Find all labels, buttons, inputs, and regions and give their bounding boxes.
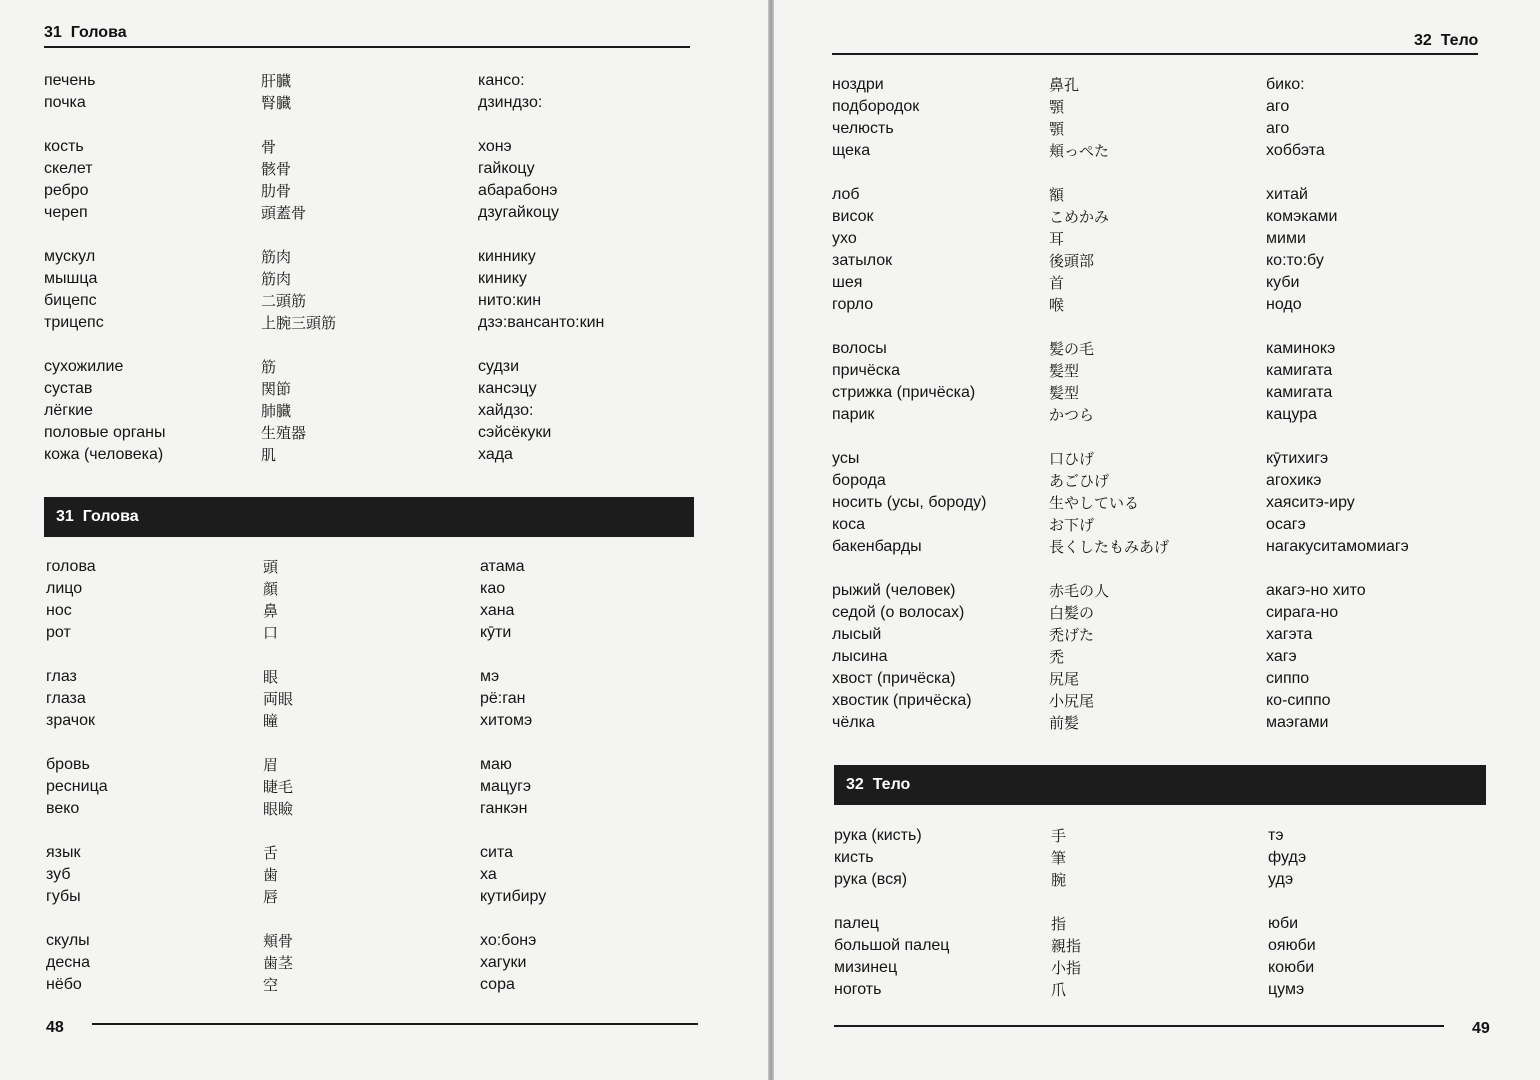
vocab-row	[44, 400, 694, 422]
russian-word: рука (вся)	[834, 871, 908, 888]
transliteration: ояюби	[1268, 937, 1316, 954]
japanese-word: 爪	[1051, 981, 1067, 999]
block-spacer	[832, 162, 1492, 184]
russian-word: носить (усы, бороду)	[832, 494, 987, 511]
russian-word: бицепс	[44, 292, 97, 309]
right-bottom-word-list	[834, 825, 1494, 1001]
vocab-row	[44, 578, 694, 600]
vocab-row	[44, 710, 694, 732]
transliteration: ко-сиппо	[1266, 692, 1331, 709]
transliteration: кансэцу	[478, 380, 537, 397]
vocab-row	[44, 202, 694, 224]
vocab-row	[44, 776, 694, 798]
russian-word: подбородок	[832, 98, 920, 115]
russian-word: рот	[46, 624, 71, 641]
japanese-word: 肺臓	[261, 402, 292, 420]
vocab-row	[832, 74, 1492, 96]
transliteration: бико:	[1266, 76, 1305, 93]
transliteration: нодо	[1266, 296, 1302, 313]
block-spacer	[44, 224, 694, 246]
vocab-row	[832, 470, 1492, 492]
left-page	[0, 0, 768, 1080]
japanese-word: 頬骨	[263, 932, 294, 950]
transliteration: куби	[1266, 274, 1300, 291]
russian-word: глаза	[46, 690, 86, 707]
russian-word: язык	[46, 844, 81, 861]
page-number-left: 48	[46, 1019, 64, 1036]
russian-word: седой (о волосах)	[832, 604, 965, 621]
vocab-row	[832, 602, 1492, 624]
russian-word: ресница	[46, 778, 108, 795]
transliteration: кутибиру	[480, 888, 547, 905]
transliteration: нито:кин	[478, 292, 542, 309]
vocab-row	[832, 228, 1492, 250]
russian-word: нёбо	[46, 976, 82, 993]
transliteration: ха	[480, 866, 497, 883]
russian-word: усы	[832, 450, 860, 467]
vocab-row	[832, 360, 1492, 382]
japanese-word: 空	[263, 976, 279, 994]
vocab-row	[834, 913, 1494, 935]
japanese-word: 指	[1051, 915, 1067, 933]
transliteration: као	[480, 580, 506, 597]
vocab-row	[44, 180, 694, 202]
transliteration: хагэ	[1266, 648, 1297, 665]
russian-word: скелет	[44, 160, 93, 177]
vocab-row	[44, 754, 694, 776]
vocab-row	[832, 514, 1492, 536]
right-top-word-list	[832, 74, 1492, 734]
vocab-row	[832, 448, 1492, 470]
vocab-row	[44, 952, 694, 974]
japanese-word: 筋肉	[261, 270, 292, 288]
transliteration: дзэ:вансанто:кин	[478, 314, 605, 331]
left-top-word-list	[44, 70, 694, 466]
transliteration: дзиндзо:	[478, 94, 543, 111]
transliteration: ко:то:бу	[1266, 252, 1324, 269]
vocab-row	[834, 869, 1494, 891]
japanese-word: 生やしている	[1049, 494, 1140, 512]
vocab-row	[44, 92, 694, 114]
japanese-word: 鼻	[263, 602, 279, 620]
transliteration: нагакуситамомиагэ	[1266, 538, 1409, 555]
vocab-row	[832, 184, 1492, 206]
vocab-row	[832, 294, 1492, 316]
transliteration: осагэ	[1266, 516, 1306, 533]
japanese-word: 眼瞼	[263, 800, 294, 818]
vocab-row	[44, 930, 694, 952]
vocab-row	[832, 536, 1492, 558]
vocab-row	[44, 290, 694, 312]
vocab-row	[832, 272, 1492, 294]
transliteration: сита	[480, 844, 513, 861]
transliteration: аго	[1266, 120, 1290, 137]
japanese-word: あごひげ	[1049, 472, 1110, 490]
japanese-word: 禿げた	[1049, 626, 1095, 644]
vocab-row	[832, 580, 1492, 602]
japanese-word: 筆	[1051, 849, 1067, 867]
russian-word: сустав	[44, 380, 93, 397]
right-header-rule	[832, 53, 1478, 55]
block-spacer	[44, 908, 694, 930]
transliteration: гайкоцу	[478, 160, 535, 177]
transliteration: каминокэ	[1266, 340, 1336, 357]
russian-word: стрижка (причёска)	[832, 384, 976, 401]
block-spacer	[832, 316, 1492, 338]
japanese-word: 尻尾	[1049, 670, 1080, 688]
transliteration: хонэ	[478, 138, 512, 155]
vocab-row	[44, 622, 694, 644]
transliteration: камигата	[1266, 362, 1333, 379]
vocab-row	[834, 825, 1494, 847]
japanese-word: 歯	[263, 866, 279, 884]
vocab-row	[44, 422, 694, 444]
transliteration: судзи	[478, 358, 520, 375]
japanese-word: 舌	[263, 844, 279, 862]
left-header-rule	[44, 46, 690, 48]
vocab-row	[44, 666, 694, 688]
japanese-word: 肋骨	[261, 182, 292, 200]
transliteration: хада	[478, 446, 513, 463]
russian-word: трицепс	[44, 314, 104, 331]
russian-word: сухожилие	[44, 358, 124, 375]
japanese-word: 筋肉	[261, 248, 292, 266]
russian-word: лёгкие	[44, 402, 93, 419]
transliteration: удэ	[1268, 871, 1294, 888]
block-spacer	[832, 558, 1492, 580]
left-bottom-word-list	[44, 556, 694, 996]
vocab-row	[832, 140, 1492, 162]
japanese-word: 二頭筋	[261, 292, 307, 310]
japanese-word: 頭蓋骨	[261, 204, 307, 222]
russian-word: хвост (причёска)	[832, 670, 956, 687]
vocab-row	[44, 842, 694, 864]
russian-word: щека	[832, 142, 871, 159]
russian-word: лысина	[832, 648, 888, 665]
russian-word: шея	[832, 274, 863, 291]
vocab-row	[44, 886, 694, 908]
transliteration: сэйсёкуки	[478, 424, 552, 441]
transliteration: киннику	[478, 248, 536, 265]
japanese-word: 骨	[261, 138, 277, 156]
russian-word: бакенбарды	[832, 538, 922, 555]
japanese-word: 小尻尾	[1049, 692, 1095, 710]
transliteration: акагэ-но хито	[1266, 582, 1366, 599]
japanese-word: 筋	[261, 358, 277, 376]
russian-word: голова	[46, 558, 96, 575]
vocab-row	[832, 492, 1492, 514]
transliteration: агохикэ	[1266, 472, 1322, 489]
japanese-word: 顔	[263, 580, 279, 598]
japanese-word: 口	[263, 624, 279, 642]
russian-word: бровь	[46, 756, 90, 773]
transliteration: сора	[480, 976, 515, 993]
vocab-row	[44, 378, 694, 400]
vocab-row	[834, 935, 1494, 957]
vocab-row	[44, 600, 694, 622]
russian-word: челюсть	[832, 120, 894, 137]
japanese-word: 腕	[1051, 871, 1067, 889]
vocab-row	[832, 712, 1492, 734]
russian-word: череп	[44, 204, 88, 221]
transliteration: коюби	[1268, 959, 1315, 976]
transliteration: хайдзо:	[478, 402, 534, 419]
russian-word: губы	[46, 888, 81, 905]
japanese-word: 前髪	[1049, 714, 1080, 732]
japanese-word: 首	[1049, 274, 1065, 292]
transliteration: сирага-но	[1266, 604, 1339, 621]
russian-word: зуб	[46, 866, 71, 883]
japanese-word: 頭	[263, 558, 279, 576]
russian-word: ребро	[44, 182, 89, 199]
russian-word: нос	[46, 602, 72, 619]
japanese-word: 口ひげ	[1049, 450, 1095, 468]
japanese-word: 長くしたもみあげ	[1049, 538, 1170, 556]
japanese-word: 上腕三頭筋	[261, 314, 337, 332]
transliteration: хаяситэ-иру	[1266, 494, 1355, 511]
russian-word: кость	[44, 138, 84, 155]
russian-word: рука (кисть)	[834, 827, 922, 844]
vocab-row	[834, 957, 1494, 979]
russian-word: мышца	[44, 270, 98, 287]
transliteration: хана	[480, 602, 515, 619]
transliteration: маю	[480, 756, 512, 773]
russian-word: половые органы	[44, 424, 166, 441]
vocab-row	[44, 974, 694, 996]
russian-word: ухо	[832, 230, 857, 247]
russian-word: веко	[46, 800, 80, 817]
japanese-word: 額	[1049, 186, 1065, 204]
transliteration: фудэ	[1268, 849, 1307, 866]
vocab-row	[832, 690, 1492, 712]
russian-word: десна	[46, 954, 90, 971]
japanese-word: 両眼	[263, 690, 294, 708]
russian-word: затылок	[832, 252, 893, 269]
transliteration: цумэ	[1268, 981, 1305, 998]
japanese-word: 耳	[1049, 230, 1065, 248]
vocab-row	[44, 444, 694, 466]
transliteration: мэ	[480, 668, 500, 685]
vocab-row	[834, 847, 1494, 869]
vocab-row	[44, 356, 694, 378]
transliteration: сиппо	[1266, 670, 1310, 687]
russian-word: причёска	[832, 362, 900, 379]
left-page-header: 31 Голова	[44, 24, 127, 41]
russian-word: палец	[834, 915, 879, 932]
vocab-row	[44, 70, 694, 92]
japanese-word: 鼻孔	[1049, 76, 1080, 94]
transliteration: атама	[480, 558, 525, 575]
japanese-word: 喉	[1049, 296, 1065, 314]
transliteration: кӯтихигэ	[1266, 450, 1329, 467]
block-spacer	[44, 644, 694, 666]
japanese-word: 唇	[263, 888, 279, 906]
right-footer-rule	[834, 1025, 1444, 1027]
russian-word: глаз	[46, 668, 77, 685]
vocab-row	[44, 158, 694, 180]
vocab-row	[44, 798, 694, 820]
japanese-word: 後頭部	[1049, 252, 1095, 270]
transliteration: кансо:	[478, 72, 525, 89]
japanese-word: かつら	[1049, 406, 1095, 424]
right-page	[774, 0, 1540, 1080]
russian-word: мускул	[44, 248, 96, 265]
vocab-row	[832, 382, 1492, 404]
transliteration: хитомэ	[480, 712, 533, 729]
transliteration: абарабонэ	[478, 182, 558, 199]
vocab-row	[44, 556, 694, 578]
transliteration: хоббэта	[1266, 142, 1325, 159]
russian-word: печень	[44, 72, 96, 89]
russian-word: волосы	[832, 340, 887, 357]
block-spacer	[44, 114, 694, 136]
russian-word: коса	[832, 516, 865, 533]
russian-word: лоб	[832, 186, 860, 203]
japanese-word: 睫毛	[263, 778, 294, 796]
vocab-row	[832, 118, 1492, 140]
russian-word: кожа (человека)	[44, 446, 164, 463]
transliteration: кинику	[478, 270, 527, 287]
vocab-row	[44, 688, 694, 710]
transliteration: мацугэ	[480, 778, 532, 795]
transliteration: хагэта	[1266, 626, 1313, 643]
japanese-word: 歯茎	[263, 954, 294, 972]
vocab-row	[832, 646, 1492, 668]
japanese-word: 赤毛の人	[1049, 582, 1110, 600]
russian-word: ноготь	[834, 981, 882, 998]
vocab-row	[832, 96, 1492, 118]
transliteration: ганкэн	[480, 800, 528, 817]
japanese-word: 眼	[263, 668, 279, 686]
transliteration: кацура	[1266, 406, 1318, 423]
russian-word: чёлка	[832, 714, 875, 731]
left-footer-rule	[92, 1023, 698, 1025]
japanese-word: 髪型	[1049, 362, 1080, 380]
transliteration: комэками	[1266, 208, 1338, 225]
transliteration: дзугайкоцу	[478, 204, 560, 221]
vocab-row	[832, 250, 1492, 272]
japanese-word: 腎臓	[261, 94, 292, 112]
block-spacer	[44, 732, 694, 754]
japanese-word: 肝臓	[261, 72, 292, 90]
japanese-word: 頬っぺた	[1049, 142, 1110, 160]
russian-word: зрачок	[46, 712, 96, 729]
japanese-word: 瞳	[263, 712, 279, 730]
vocab-row	[44, 864, 694, 886]
block-spacer	[44, 820, 694, 842]
vocab-row	[832, 338, 1492, 360]
japanese-word: 関節	[261, 380, 292, 398]
transliteration: юби	[1268, 915, 1299, 932]
vocab-row	[834, 979, 1494, 1001]
transliteration: кӯти	[480, 624, 512, 641]
vocab-row	[832, 404, 1492, 426]
russian-word: горло	[832, 296, 874, 313]
transliteration: маэгами	[1266, 714, 1329, 731]
japanese-word: 手	[1051, 827, 1067, 845]
japanese-word: 肌	[261, 446, 277, 464]
transliteration: мими	[1266, 230, 1306, 247]
right-section-band: 32 Тело	[834, 765, 1486, 805]
vocab-row	[44, 268, 694, 290]
russian-word: борода	[832, 472, 886, 489]
japanese-word: 小指	[1051, 959, 1082, 977]
russian-word: парик	[832, 406, 875, 423]
vocab-row	[832, 624, 1492, 646]
japanese-word: 眉	[263, 756, 279, 774]
japanese-word: 白髪の	[1049, 604, 1095, 622]
russian-word: рыжий (человек)	[832, 582, 956, 599]
transliteration: хо:бонэ	[480, 932, 537, 949]
japanese-word: 髪の毛	[1049, 340, 1095, 358]
left-section-band: 31 Голова	[44, 497, 694, 537]
block-spacer	[834, 891, 1494, 913]
japanese-word: 親指	[1051, 937, 1082, 955]
japanese-word: お下げ	[1049, 516, 1095, 534]
transliteration: рё:ган	[480, 690, 526, 707]
japanese-word: 髪型	[1049, 384, 1080, 402]
russian-word: скулы	[46, 932, 90, 949]
transliteration: тэ	[1268, 827, 1284, 844]
russian-word: мизинец	[834, 959, 898, 976]
transliteration: хитай	[1266, 186, 1308, 203]
vocab-row	[832, 668, 1492, 690]
block-spacer	[44, 334, 694, 356]
transliteration: аго	[1266, 98, 1290, 115]
block-spacer	[832, 426, 1492, 448]
transliteration: хагуки	[480, 954, 527, 971]
right-page-header: 32 Тело	[1414, 32, 1479, 49]
japanese-word: こめかみ	[1049, 208, 1110, 226]
japanese-word: 顎	[1049, 120, 1065, 138]
vocab-row	[44, 136, 694, 158]
russian-word: ноздри	[832, 76, 884, 93]
vocab-row	[44, 312, 694, 334]
japanese-word: 骸骨	[261, 160, 292, 178]
japanese-word: 顎	[1049, 98, 1065, 116]
russian-word: большой палец	[834, 937, 950, 954]
japanese-word: 禿	[1049, 648, 1065, 666]
vocab-row	[44, 246, 694, 268]
russian-word: кисть	[834, 849, 874, 866]
russian-word: лысый	[832, 626, 882, 643]
vocab-row	[832, 206, 1492, 228]
russian-word: висок	[832, 208, 874, 225]
transliteration: камигата	[1266, 384, 1333, 401]
page-number-right: 49	[1472, 1020, 1490, 1037]
russian-word: почка	[44, 94, 86, 111]
japanese-word: 生殖器	[261, 424, 307, 442]
russian-word: хвостик (причёска)	[832, 692, 972, 709]
russian-word: лицо	[46, 580, 83, 597]
